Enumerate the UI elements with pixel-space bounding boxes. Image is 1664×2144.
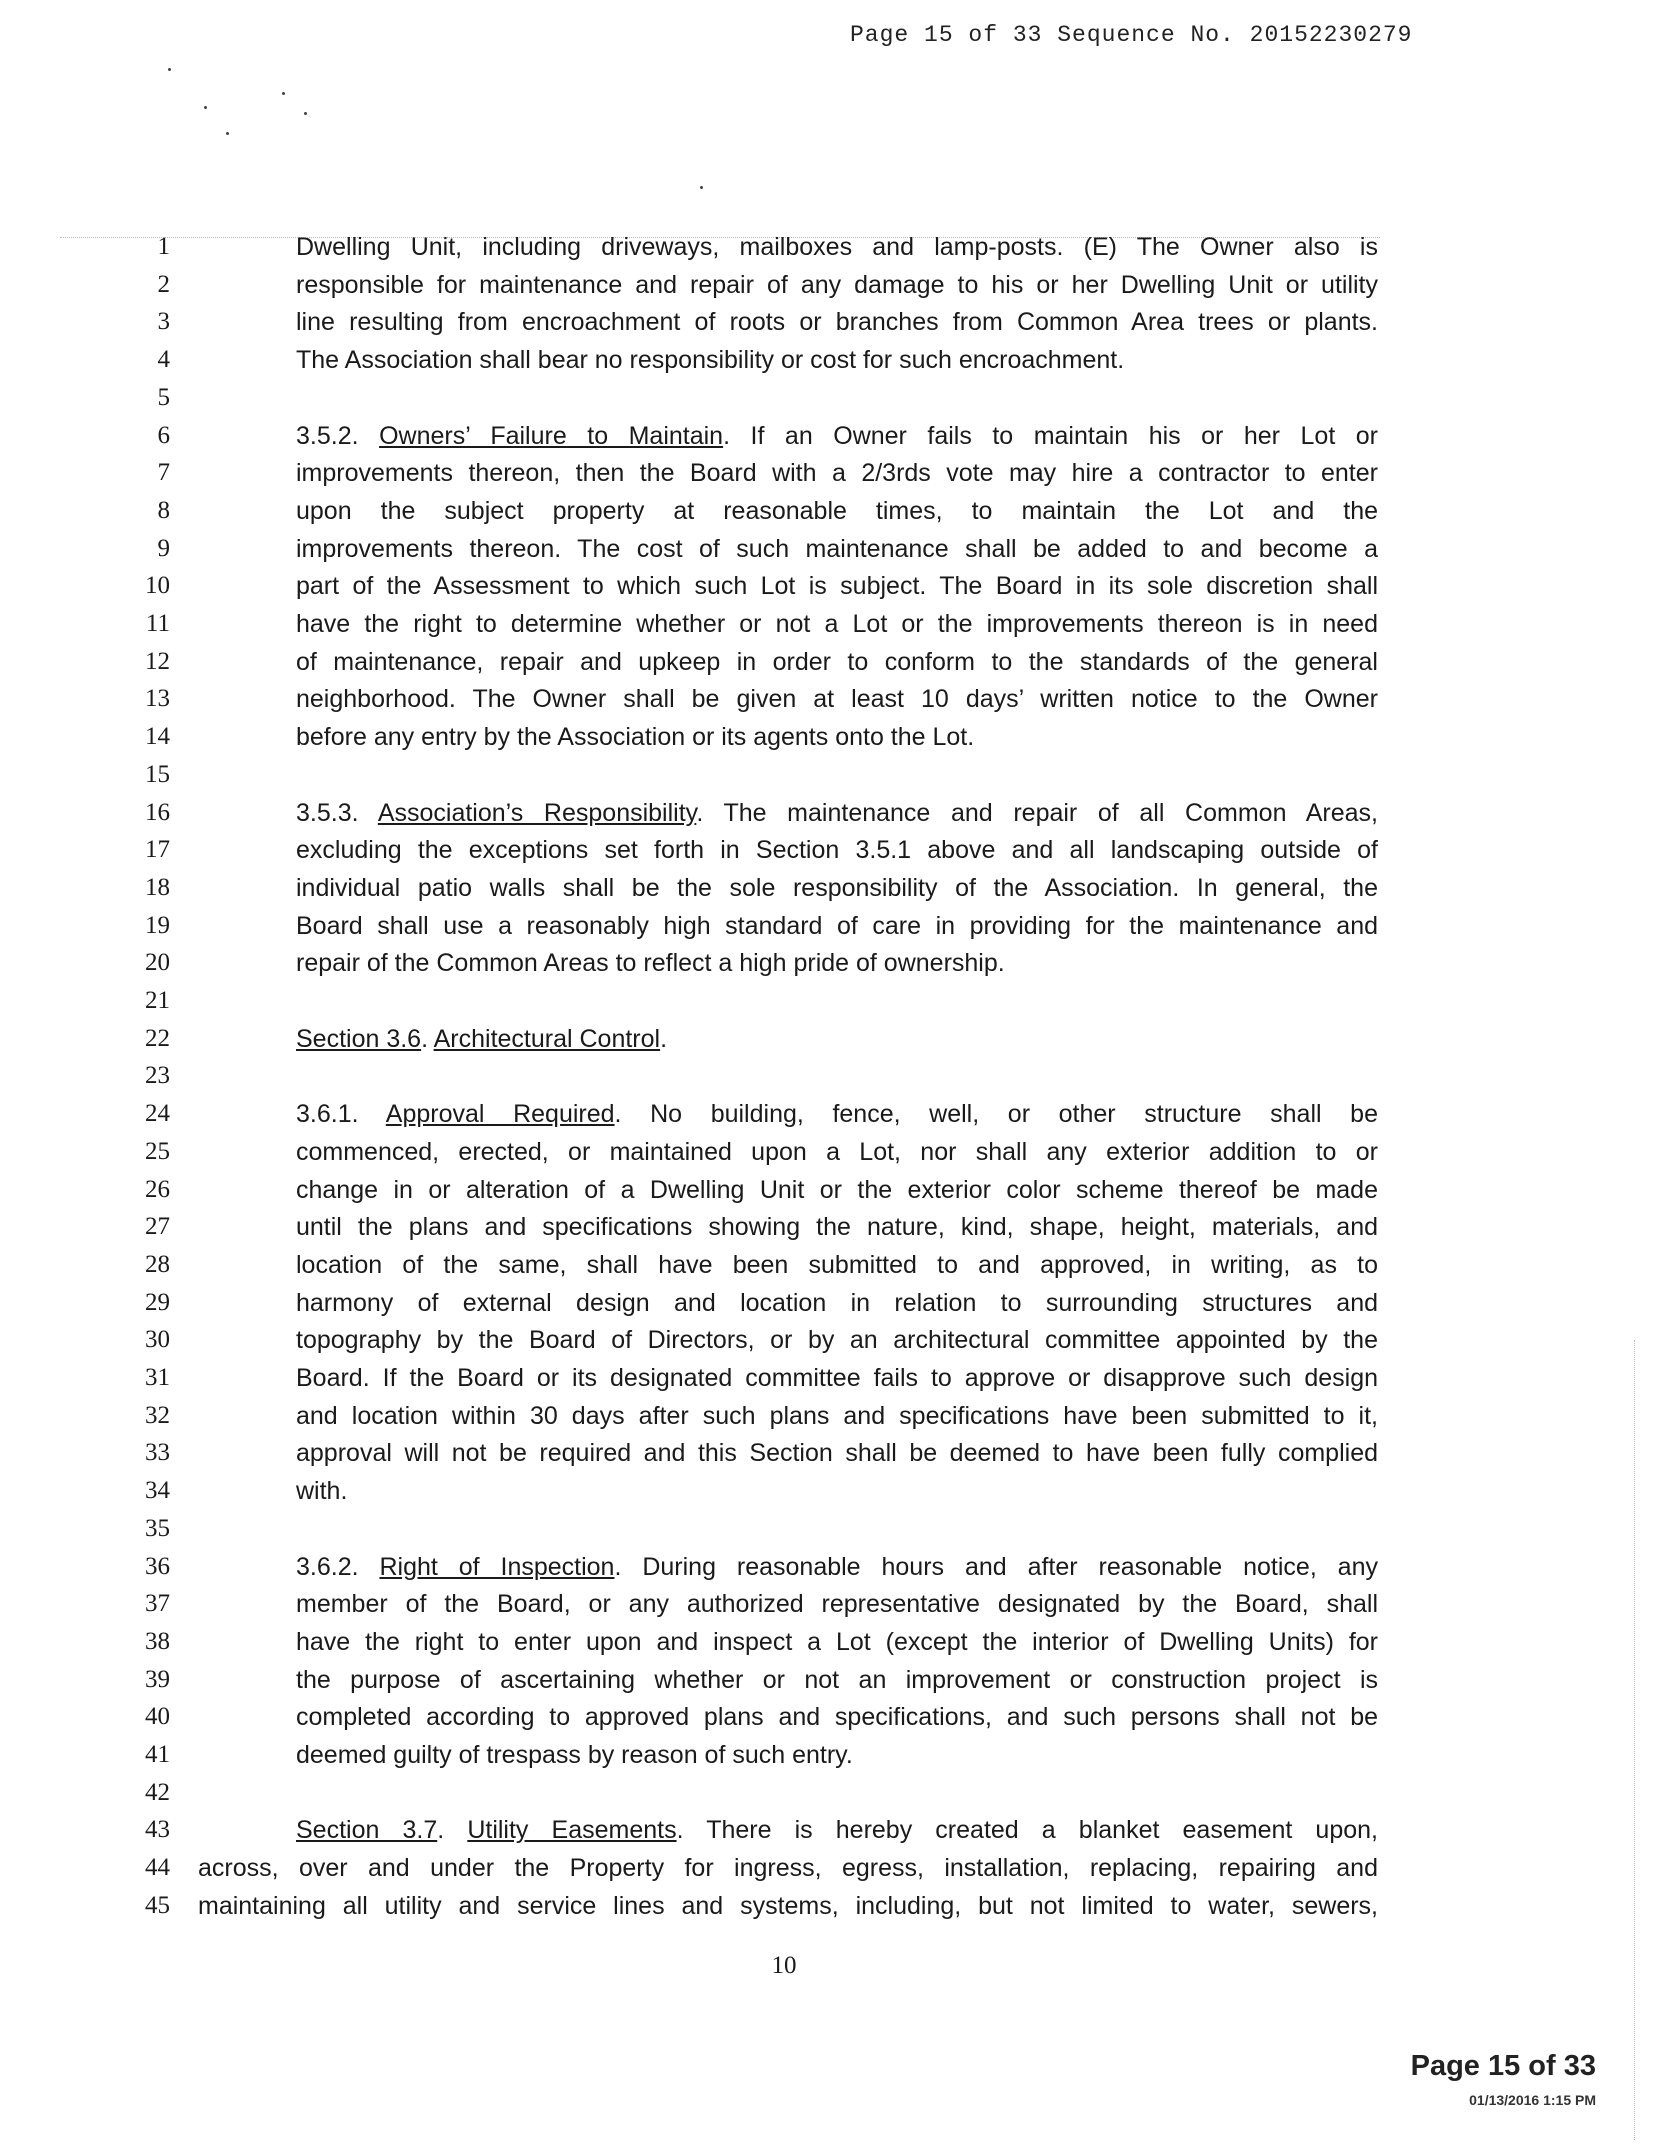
line-text — [296, 532, 1378, 566]
text-segment: . No building, fence, well, or other structure shall be — [614, 1100, 1378, 1129]
line-text — [296, 343, 1378, 377]
line-number: 39 — [145, 1665, 170, 1693]
line-number: 10 — [145, 572, 170, 600]
line-text — [296, 1173, 1378, 1207]
document-line — [0, 833, 1664, 867]
text-segment: completed according to approved plans and specifications, and such persons shall not be — [296, 1703, 1378, 1732]
line-text — [296, 1022, 1378, 1056]
line-text — [296, 1248, 1378, 1282]
line-number: 2 — [157, 270, 170, 298]
line-text — [296, 1663, 1378, 1697]
line-text — [296, 419, 1378, 453]
line-number: 31 — [145, 1364, 170, 1391]
document-line — [0, 1135, 1664, 1169]
line-number: 28 — [145, 1250, 170, 1278]
line-number: 41 — [145, 1741, 170, 1768]
line-text — [296, 720, 1378, 754]
document-line — [0, 1700, 1664, 1734]
document-line — [0, 456, 1664, 490]
line-number: 15 — [145, 760, 170, 788]
line-number: 22 — [145, 1024, 170, 1052]
line-text — [296, 682, 1378, 716]
line-text — [296, 456, 1378, 490]
line-text — [296, 1700, 1378, 1734]
line-number: 35 — [145, 1514, 170, 1542]
document-line — [0, 720, 1664, 754]
line-text — [296, 607, 1378, 641]
text-segment: deemed guilty of trespass by reason of such entry. — [296, 1741, 853, 1769]
document-line — [0, 946, 1664, 980]
line-text — [296, 1587, 1378, 1621]
text-segment: Board shall use a reasonably high standard of care in providing for the maintenance and — [296, 911, 1378, 940]
scan-speck — [304, 112, 307, 115]
document-line — [0, 607, 1664, 641]
text-segment: 3.5.2. — [296, 421, 380, 450]
line-number: 33 — [145, 1439, 170, 1467]
text-segment: 3.6.2. — [296, 1552, 380, 1581]
text-segment: individual patio walls shall be the sole responsibility of the Association. In general, the — [296, 873, 1378, 902]
underlined-heading: Approval Required — [385, 1100, 615, 1129]
line-number: 5 — [157, 383, 170, 411]
document-line — [0, 1286, 1664, 1320]
scan-speck — [226, 132, 229, 135]
text-segment: of maintenance, repair and upkeep in order to conform to the standards of the general — [296, 647, 1378, 676]
line-text — [296, 1210, 1378, 1244]
line-number: 16 — [145, 798, 170, 826]
document-line — [0, 1248, 1664, 1282]
text-segment: across, over and under the Property for ingress, egress, installation, replacing, repairing and — [198, 1854, 1378, 1883]
line-text — [296, 1323, 1378, 1357]
line-text — [296, 645, 1378, 679]
line-number: 21 — [145, 987, 170, 1014]
line-number: 12 — [145, 647, 170, 675]
text-segment: responsible for maintenance and repair of any damage to his or her Dwelling Unit or utility — [296, 270, 1378, 299]
document-line — [0, 532, 1664, 566]
line-number: 30 — [145, 1326, 170, 1354]
line-number: 14 — [145, 723, 170, 751]
text-segment: . During reasonable hours and after reasonable notice, any — [614, 1552, 1378, 1581]
line-number: 36 — [145, 1552, 170, 1580]
document-line — [0, 1550, 1664, 1584]
text-segment: neighborhood. The Owner shall be given at least 10 days’ written notice to the Owner — [296, 685, 1378, 714]
document-line — [0, 1436, 1664, 1470]
line-number: 24 — [145, 1100, 170, 1128]
document-line — [0, 1512, 1664, 1546]
line-text — [296, 268, 1378, 302]
underlined-heading: Owners’ Failure to Maintain — [379, 421, 724, 450]
document-line — [0, 1889, 1664, 1923]
line-number: 3 — [157, 308, 170, 336]
document-line — [0, 381, 1664, 415]
document-line — [0, 419, 1664, 453]
line-number: 18 — [145, 873, 170, 901]
document-line — [0, 1625, 1664, 1659]
document-line — [0, 1587, 1664, 1621]
line-text — [296, 494, 1378, 528]
document-line — [0, 230, 1664, 264]
underlined-heading: Utility Easements — [467, 1816, 677, 1845]
text-segment: part of the Assessment to which such Lot is subject. The Board in its sole discretion shall — [296, 572, 1378, 601]
document-line — [0, 1361, 1664, 1395]
document-line — [0, 1813, 1664, 1847]
text-segment: change in or alteration of a Dwelling Unit or the exterior color scheme thereof be made — [296, 1175, 1378, 1204]
text-segment: improvements thereon. The cost of such maintenance shall be added to and become a — [296, 534, 1378, 563]
text-segment: the purpose of ascertaining whether or not an improvement or construction project is — [296, 1665, 1378, 1694]
line-text — [296, 1135, 1378, 1169]
document-line — [0, 796, 1664, 830]
line-number: 25 — [145, 1137, 170, 1165]
document-line — [0, 1210, 1664, 1244]
text-segment: . If an Owner fails to maintain his or her Lot or — [723, 421, 1378, 450]
text-segment: 3.5.3. — [296, 798, 378, 827]
document-line — [0, 569, 1664, 603]
document-line — [0, 305, 1664, 339]
line-text — [296, 871, 1378, 905]
document-line — [0, 1399, 1664, 1433]
document-line — [0, 1851, 1664, 1885]
line-number: 45 — [145, 1891, 170, 1919]
document-line — [0, 1173, 1664, 1207]
document-line — [0, 1738, 1664, 1772]
document-line — [0, 758, 1664, 792]
document-line — [0, 1097, 1664, 1131]
line-text — [296, 796, 1378, 830]
text-segment: repair of the Common Areas to reflect a high pride of ownership. — [296, 949, 1005, 978]
text-segment: . — [437, 1816, 468, 1845]
text-segment: upon the subject property at reasonable times, to maintain the Lot and the — [296, 496, 1378, 525]
document-line — [0, 984, 1664, 1018]
line-number: 1 — [157, 233, 170, 260]
line-text — [198, 1851, 1378, 1885]
document-line — [0, 1776, 1664, 1810]
line-text — [296, 1097, 1378, 1131]
line-text — [296, 569, 1378, 603]
line-number: 34 — [145, 1477, 170, 1505]
text-segment: have the right to determine whether or not a Lot or the improvements thereon is in need — [296, 610, 1378, 638]
line-number: 23 — [145, 1062, 170, 1090]
line-text — [296, 1474, 1378, 1508]
text-segment: line resulting from encroachment of roots or branches from Common Area trees or plants. — [296, 308, 1378, 337]
text-segment: excluding the exceptions set forth in Section 3.5.1 above and all landscaping outside of — [296, 836, 1378, 865]
line-number: 9 — [157, 534, 170, 562]
line-number: 42 — [145, 1778, 170, 1806]
line-text — [296, 833, 1378, 867]
line-text — [296, 946, 1378, 980]
underlined-heading: Architectural Control — [433, 1024, 661, 1053]
line-text — [296, 1286, 1378, 1320]
text-segment: . — [660, 1024, 668, 1053]
text-segment: approval will not be required and this Section shall be deemed to have been fully complied — [296, 1439, 1378, 1468]
line-number: 11 — [145, 610, 170, 637]
line-number: 29 — [145, 1288, 170, 1316]
text-segment: member of the Board, or any authorized representative designated by the Board, shall — [296, 1590, 1378, 1619]
text-segment: improvements thereon, then the Board with a 2/3rds vote may hire a contractor to enter — [296, 459, 1378, 488]
text-segment: 3.6.1. — [296, 1100, 386, 1129]
line-number: 17 — [145, 836, 170, 864]
text-segment: with. — [296, 1477, 348, 1506]
line-number: 6 — [157, 421, 170, 449]
line-number: 32 — [145, 1401, 170, 1429]
text-segment: before any entry by the Association or its agents onto the Lot. — [296, 723, 975, 752]
scan-speck — [282, 92, 285, 95]
line-number: 4 — [157, 346, 170, 374]
recording-stamp-page: Page 15 of 33 — [1410, 2050, 1596, 2082]
scan-speck — [168, 68, 171, 71]
document-line — [0, 1663, 1664, 1697]
line-number: 38 — [145, 1627, 170, 1655]
line-number: 37 — [145, 1590, 170, 1618]
line-text — [296, 1361, 1378, 1395]
underlined-heading: Right of Inspection — [379, 1552, 615, 1581]
line-number: 20 — [145, 949, 170, 977]
text-segment: The Association shall bear no responsibility or cost for such encroachment. — [296, 346, 1125, 375]
line-number: 43 — [145, 1816, 170, 1844]
document-line — [0, 645, 1664, 679]
text-segment: location of the same, shall have been submitted to and approved, in writing, as to — [296, 1250, 1378, 1279]
underlined-heading: Association’s Responsibility — [377, 798, 697, 827]
line-number: 13 — [145, 685, 170, 713]
text-segment: . There is hereby created a blanket easement upon, — [676, 1816, 1378, 1845]
document-line — [0, 682, 1664, 716]
document-line — [0, 871, 1664, 905]
text-segment: Board. If the Board or its designated committee fails to approve or disapprove such design — [296, 1364, 1378, 1392]
document-line — [0, 1059, 1664, 1093]
document-line — [0, 268, 1664, 302]
underlined-heading: Section 3.6 — [296, 1024, 422, 1053]
line-text — [296, 1399, 1378, 1433]
line-number: 26 — [145, 1175, 170, 1203]
text-segment: Dwelling Unit, including driveways, mailboxes and lamp-posts. (E) The Owner also is — [296, 233, 1378, 261]
document-line — [0, 343, 1664, 377]
document-line — [0, 1323, 1664, 1357]
scan-speck — [204, 106, 207, 109]
line-text — [296, 1813, 1378, 1847]
line-number: 7 — [157, 459, 170, 487]
line-number: 19 — [145, 911, 170, 939]
text-segment: have the right to enter upon and inspect a Lot (except the interior of Dwelling Units) for — [296, 1627, 1378, 1656]
text-segment: . The maintenance and repair of all Common Areas, — [696, 798, 1378, 827]
text-segment: and location within 30 days after such plans and specifications have been submitted to it, — [296, 1401, 1378, 1430]
text-segment: maintaining all utility and service lines and systems, including, but not limited to water, sewers, — [198, 1891, 1378, 1920]
document-line — [0, 1474, 1664, 1508]
line-text — [296, 909, 1378, 943]
line-number: 40 — [145, 1703, 170, 1731]
line-number: 27 — [145, 1213, 170, 1241]
scan-speck — [700, 186, 703, 189]
text-segment: harmony of external design and location in relation to surrounding structures and — [296, 1288, 1378, 1317]
text-segment: until the plans and specifications showing the nature, kind, shape, height, materials, and — [296, 1213, 1378, 1242]
text-segment: topography by the Board of Directors, or by an architectural committee appointed by the — [296, 1326, 1378, 1355]
document-line — [0, 1022, 1664, 1056]
page-number: 10 — [771, 1952, 797, 1979]
document-line — [0, 494, 1664, 528]
underlined-heading: Section 3.7 — [296, 1816, 438, 1845]
line-text — [296, 1550, 1378, 1584]
text-segment: . — [421, 1024, 434, 1053]
line-text — [198, 1889, 1378, 1923]
line-text — [296, 1436, 1378, 1470]
line-text — [296, 305, 1378, 339]
line-text — [296, 1625, 1378, 1659]
header-sequence-line: Page 15 of 33 Sequence No. 20152230279 — [850, 22, 1413, 48]
document-line — [0, 909, 1664, 943]
line-text — [296, 1738, 1378, 1772]
line-number: 44 — [145, 1854, 170, 1882]
text-segment: commenced, erected, or maintained upon a Lot, nor shall any exterior addition to or — [296, 1137, 1378, 1166]
line-text — [296, 230, 1378, 264]
line-number: 8 — [157, 496, 170, 524]
recording-stamp-date: 01/13/2016 1:15 PM — [1469, 2092, 1596, 2108]
